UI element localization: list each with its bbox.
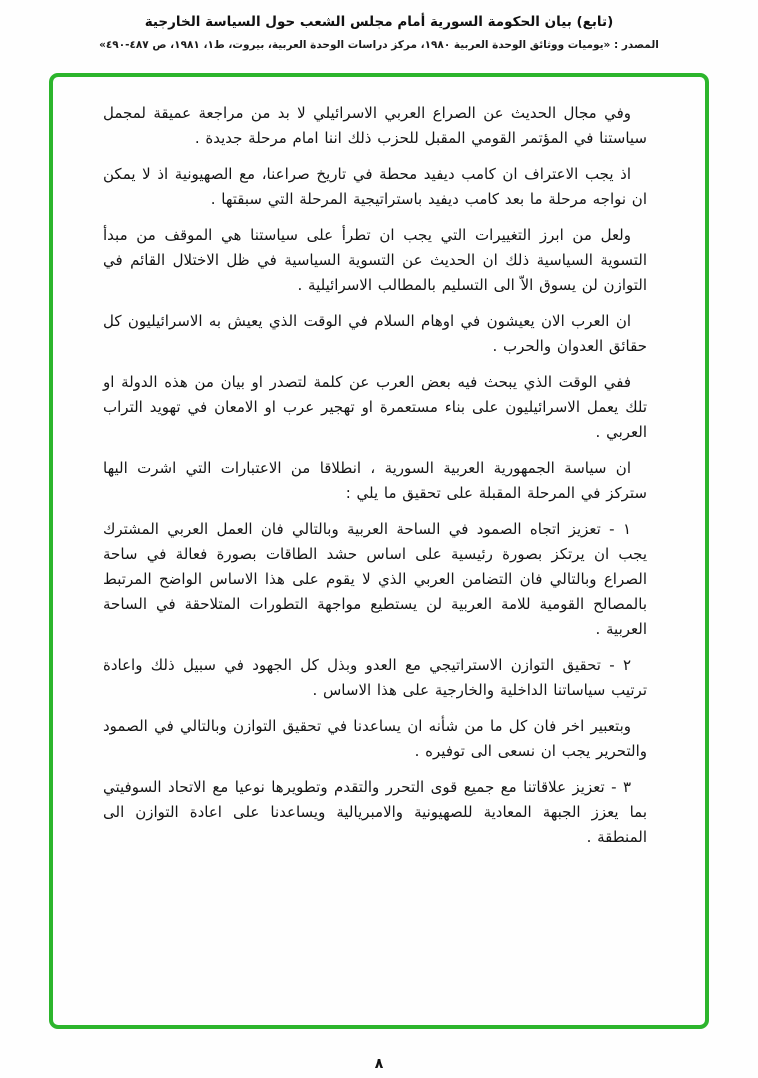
paragraph: ولعل من ابرز التغييرات التي يجب ان تطرأ على سياستنا هي الموقف من مبدأ التسوية السياسية ذلك ان الحديث عن التسوية السياسية في ظل الاختلال القائم في التوازن لن يسوق الاّ الى التسليم بالمطالب الاسرائيلية . <box>103 226 647 294</box>
paragraph: اذ يجب الاعتراف ان كامب ديفيد محطة في تاريخ صراعنا، مع الصهيونية اذ لا يمكن ان نواجه مرحلة ما بعد كامب ديفيد باستراتيجية المرحلة التي سبقتها . <box>103 165 647 208</box>
paragraph-numbered-3: ٣ - تعزيز علاقاتنا مع جميع قوى التحرر والتقدم وتطويرها نوعيا مع الاتحاد السوفيتي بما يعزز الجبهة المعادية للصهيونية والامبريالية ويساعدنا على اعادة التوازن الى المنطقة . <box>103 778 647 846</box>
source-citation-line: المصدر : «يوميات ووثائق الوحدة العربية ١٩٨٠، مركز دراسات الوحدة العربية، بيروت، ط١، ١٩٨١، ص ٤٨٧-٤٩٠» <box>99 39 659 51</box>
paragraph-numbered-2: ٢ - تحقيق التوازن الاستراتيجي مع العدو وبذل كل الجهود في سبيل ذلك واعادة ترتيب سياساتنا الداخلية والخارجية على هذا الاساس . <box>103 656 647 699</box>
paragraph-numbered-1: ١ - تعزيز اتجاه الصمود في الساحة العربية وبالتالي فان العمل العربي المشترك يجب ان يرتكز بصورة رئيسية على اساس حشد الطاقات بصورة فعالة في ساحة الصراع وبالتالي فان التضامن العربي الذي لا يقوم على هذا الاساس الواضح المرتبط بالمصالح القومية للامة العربية لن يستطيع مواجهة التطورات المتلاحقة في الساحة العربية . <box>103 520 647 638</box>
paragraph: وفي مجال الحديث عن الصراع العربي الاسرائيلي لا بد من مراجعة عميقة لمجمل سياستنا في المؤتمر القومي المقبل للحزب ذلك اننا امام مرحلة جديدة . <box>103 104 647 147</box>
paragraph: وبتعبير اخر فان كل ما من شأنه ان يساعدنا في تحقيق التوازن وبالتالي في الصمود والتحرير يجب ان نسعى الى توفيره . <box>103 717 647 760</box>
paragraph: ففي الوقت الذي يبحث فيه بعض العرب عن كلمة لتصدر او بيان من هذه الدولة او تلك يعمل الاسرائيليون على بناء مستعمرة او تهجير عرب او الامعان في تهويد التراب العربي . <box>103 373 647 441</box>
content-border-box <box>49 73 709 1029</box>
page-title: (تابع) بيان الحكومة السورية أمام مجلس الشعب حول السياسة الخارجية <box>144 14 614 30</box>
document-header <box>0 0 758 51</box>
page-number: ٨ <box>374 1056 384 1072</box>
paragraph: ان العرب الان يعيشون في اوهام السلام في الوقت الذي يعيش به الاسرائيليون كل حقائق العدوان والحرب . <box>103 312 647 355</box>
paragraph: ان سياسة الجمهورية العربية السورية ، انطلاقا من الاعتبارات التي اشرت اليها ستركز في المرحلة المقبلة على تحقيق ما يلي : <box>103 459 647 502</box>
